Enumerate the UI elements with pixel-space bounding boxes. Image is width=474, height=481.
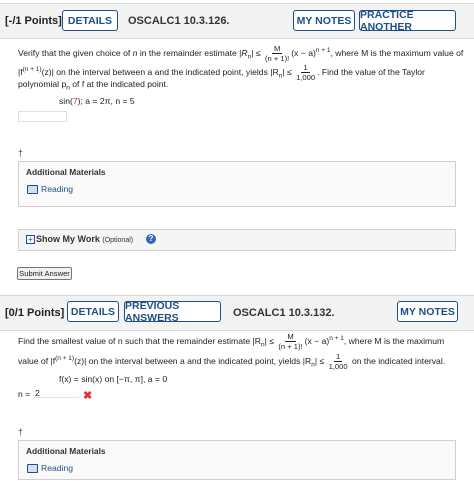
q2-answer-value: 2	[35, 388, 40, 398]
book-icon	[27, 464, 38, 473]
q1-question-line-3: polynomial $p_n$ of f at the indicated point.	[18, 79, 169, 92]
q1-details-button[interactable]: DETAILS	[62, 10, 118, 31]
q2-my-notes-button[interactable]: MY NOTES	[397, 301, 458, 322]
book-icon	[27, 185, 38, 194]
q1-dagger-link[interactable]: †	[18, 148, 24, 158]
q1-assignment-code: OSCALC1 10.3.126.	[128, 15, 230, 27]
q1-practice-another-button[interactable]: PRACTICE ANOTHER	[359, 10, 456, 31]
incorrect-x-icon: ✖	[83, 390, 93, 402]
q2-additional-title: Additional Materials	[26, 446, 106, 456]
q1-function: sin(7); a = 2π, n = 5	[59, 96, 135, 106]
q2-n-label: n =	[18, 389, 31, 399]
q1-show-my-work[interactable]	[18, 229, 456, 251]
q1-reading-link[interactable]	[27, 184, 73, 194]
expand-plus-icon: +	[26, 235, 35, 244]
q2-dagger-link[interactable]: †	[18, 427, 24, 437]
q1-submit-answer-button[interactable]: Submit Answer	[17, 267, 72, 280]
q1-my-notes-button[interactable]: MY NOTES	[293, 10, 355, 31]
q2-assignment-code: OSCALC1 10.3.132.	[233, 307, 335, 319]
q2-fraction-m: $\frac{M}{(n + 1)!}$	[278, 332, 303, 351]
q2-function: f(x) = sin(x) on [−π, π], a = 0	[59, 374, 168, 384]
q1-answer-input[interactable]	[18, 111, 67, 122]
q2-question-line-1: Find the smallest value of n such that the remainder estimate $|R_n|$ ≤ $\frac{M}{(n + 1)!}$ $(x - a)^{n + 1}$, where M is the maximum	[18, 332, 445, 351]
q2-reading-link[interactable]	[27, 463, 73, 473]
question-1-header	[0, 3, 474, 39]
q1-fraction-m: $\frac{M}{(n + 1)!}$	[265, 44, 290, 63]
q2-question-line-2: value of $|f^{(n + 1)}(z)|$ on the interval between a and the indicated point, yields $|R_n|$ ≤ $\frac{1}{1,000}$ on the indicated interval.	[18, 352, 446, 371]
q2-additional-materials	[18, 440, 456, 480]
q2-previous-answers-button[interactable]: PREVIOUS ANSWERS	[124, 301, 221, 322]
question-2-header	[0, 295, 474, 331]
q2-reading-label: Reading	[41, 463, 74, 473]
q1-question-line-1: Verify that the given choice of n in the remainder estimate $|R_n|$ ≤ $\frac{M}{(n + 1)!}$ $(x - a)^{n + 1}$, where M is the maximum value of	[18, 44, 464, 63]
q2-points: [0/1 Points]	[5, 307, 65, 319]
q1-points: [-/1 Points]	[5, 15, 62, 27]
q2-fraction-bound: $\frac{1}{1,000}$	[328, 352, 348, 371]
q1-additional-title: Additional Materials	[26, 167, 106, 177]
q1-fraction-bound: $\frac{1}{1,000}$	[296, 63, 316, 82]
q1-question-line-2: $|f^{(n + 1)}(z)|$ on the interval between a and the indicated point, yields $|R_n|$ ≤ $\frac{1}{1,000}$ . Find the value of the Taylor	[18, 63, 425, 82]
q2-details-button[interactable]: DETAILS	[67, 301, 119, 322]
q1-additional-materials	[18, 161, 456, 207]
q2-answer-input[interactable]	[34, 388, 79, 398]
q2-n-row	[18, 389, 30, 399]
q1-reading-label: Reading	[41, 184, 74, 194]
q1-show-work-label: Show My Work (Optional)	[36, 234, 134, 244]
help-icon[interactable]: ?	[146, 234, 156, 244]
